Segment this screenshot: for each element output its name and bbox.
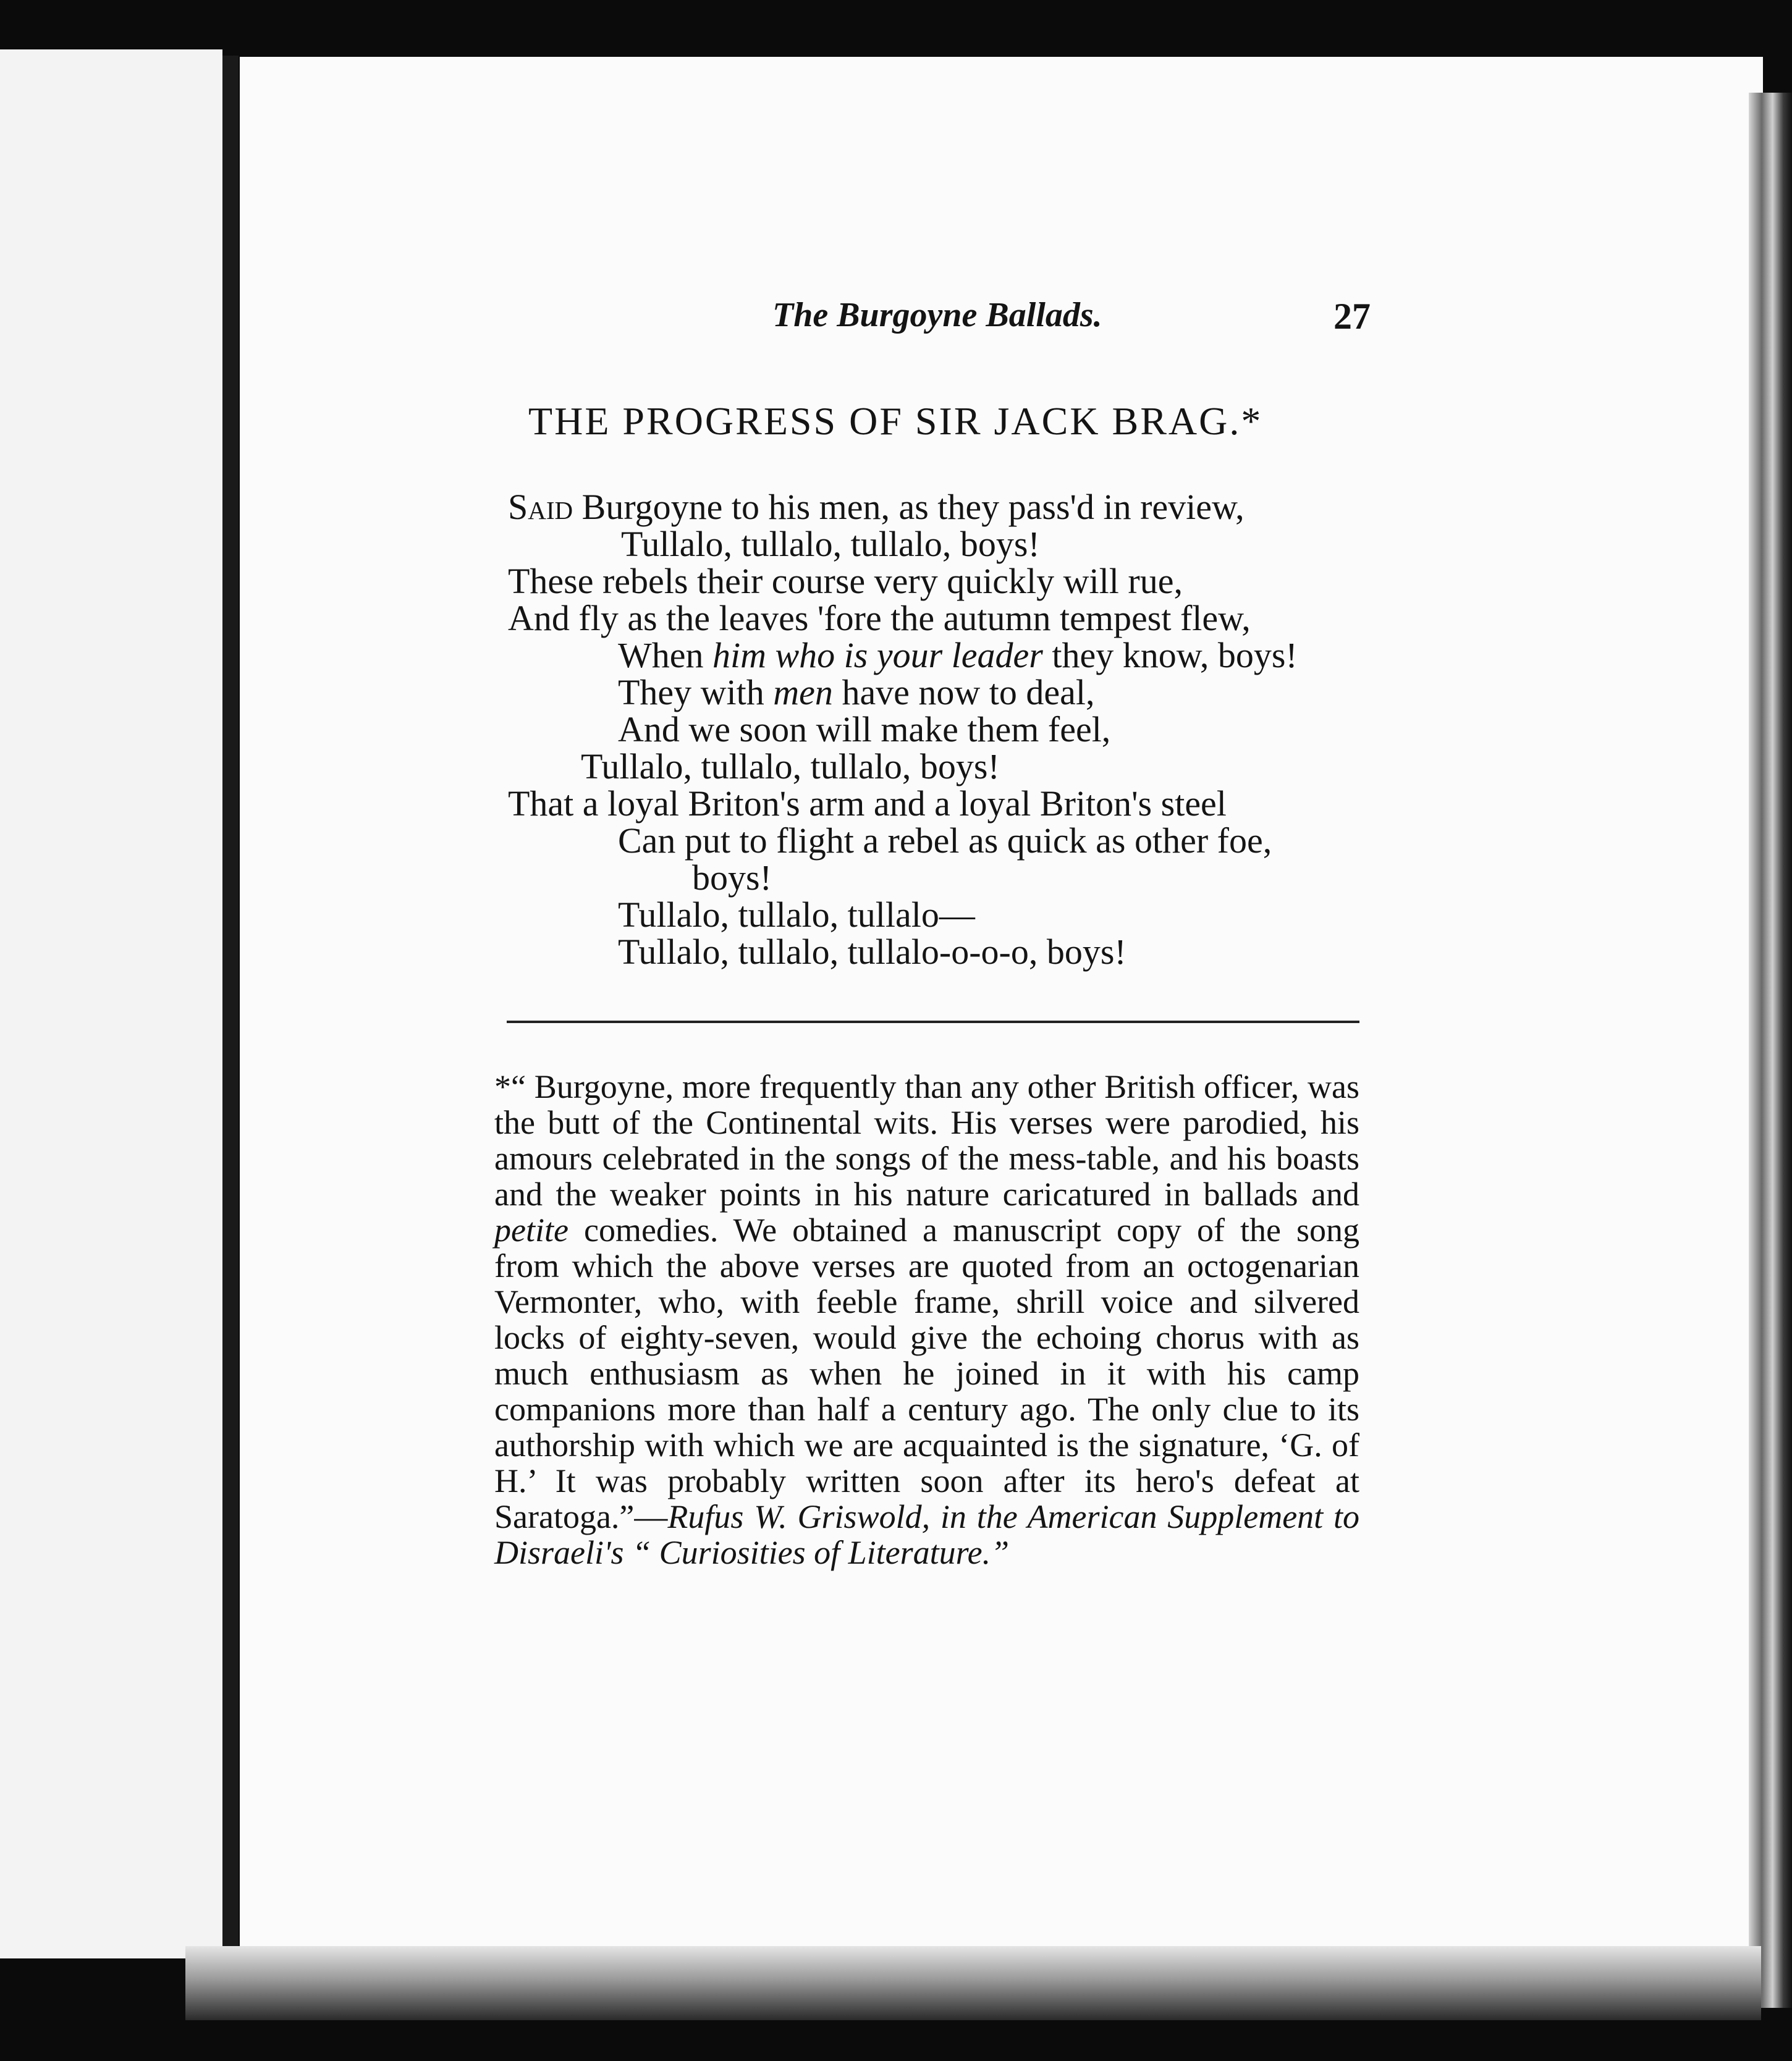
verse-line: Tullalo, tullalo, tullalo, boys! <box>581 746 1000 786</box>
verse-line: That a loyal Briton's arm and a loyal Briton's steel <box>508 783 1227 824</box>
footnote-text: *“ Burgoyne, more frequently than any other British officer, was the butt of the Continental wits. His verses were parodied, his amours celebrated in the songs of the mess-table, and his boasts and the weaker points in his nature caricatured in ballads and <box>494 1068 1359 1213</box>
verse-text: When <box>618 635 712 675</box>
footnote-text: comedies. We obtained a manuscript copy of the song from which the above verses are quoted from an octogenarian Vermonter, who, with feeble frame, shrill voice and silvered locks of eighty-seven, would give the echoing chorus with as much enthusiasm as when he joined in it with his camp companions more than half a century ago. The only clue to its authorship with which we are acquainted is the signature, ‘G. of H.’ It was probably written soon after its hero's defeat at Saratoga.”— <box>494 1212 1359 1535</box>
book-page <box>240 57 1763 1978</box>
verse-line: Tullalo, tullalo, tullalo— <box>618 895 975 935</box>
footnote <box>494 1069 1359 1570</box>
verse-line: Tullalo, tullalo, tullalo, boys! <box>621 524 1040 564</box>
section-rule <box>507 1021 1359 1023</box>
verse-line: These rebels their course very quickly will rue, <box>508 561 1183 601</box>
verse-line: Tullalo, tullalo, tullalo-o-o-o, boys! <box>618 932 1126 972</box>
page-number: 27 <box>1333 296 1371 337</box>
verse-line: Can put to flight a rebel as quick as other foe, <box>618 820 1272 861</box>
verse-line: And we soon will make them feel, <box>618 709 1111 749</box>
book-gutter <box>222 56 239 1958</box>
verse-line <box>618 672 1095 712</box>
verse-line <box>508 489 1245 525</box>
verse-italic: men <box>773 672 833 712</box>
verse-italic: him who is your leader <box>712 635 1043 675</box>
book-bottom-edge <box>185 1946 1761 2020</box>
poem-title: THE PROGRESS OF SIR JACK BRAG.* <box>528 399 1263 443</box>
left-page <box>0 49 222 1958</box>
footnote-citation: Rufus W. Griswold, in the American Supplement to Disraeli's “ Curiosities of Literature.” <box>494 1498 1359 1571</box>
running-head: The Burgoyne Ballads. <box>772 296 1102 334</box>
page-edges <box>1749 93 1792 2008</box>
verse-text: They with <box>618 672 774 712</box>
verse-text: Burgoyne to his men, as they pass'd in review, <box>573 487 1245 527</box>
verse-line: And fly as the leaves 'fore the autumn tempest flew, <box>508 598 1251 638</box>
verse-line: boys! <box>692 858 772 898</box>
verse-line <box>618 635 1298 675</box>
footnote-italic: petite <box>494 1212 568 1249</box>
verse-text: they know, boys! <box>1042 635 1298 675</box>
verse-drop-word: Said <box>508 487 573 527</box>
verse-text: have now to deal, <box>832 672 1095 712</box>
